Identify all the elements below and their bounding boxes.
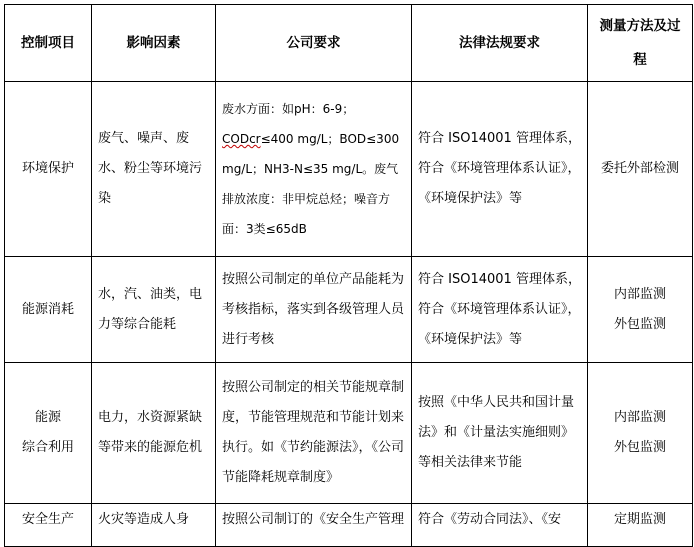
cell-company-requirements: 按照公司制定的相关节能规章制度，节能管理规范和节能计划来执行。如《节约能源法》，《公司节能降耗规章制度》	[216, 363, 412, 504]
cell-measurement: 内部监测 外包监测	[588, 363, 693, 504]
cell-legal-requirements: 符合《劳动合同法》、《安	[412, 504, 588, 547]
cell-legal-requirements: 按照《中华人民共和国计量法》和《计量法实施细则》等相关法律来节能	[412, 363, 588, 504]
table-row	[5, 82, 693, 257]
cell-measurement: 内部监测 外包监测	[588, 257, 693, 363]
table-row	[5, 504, 693, 547]
cell-factors: 电力，水资源紧缺等带来的能源危机	[92, 363, 216, 504]
company-text-pre: 废水方面：如pH：6-9；	[222, 102, 355, 116]
cell-item: 能源消耗	[5, 257, 92, 363]
cell-measurement: 委托外部检测	[588, 82, 693, 257]
company-text-post: ≤400 mg/L；BOD≤300 mg/L；NH3-N≤35 mg/L。废气排放浓度：非甲烷总烃；噪音方面：3类≤65dB	[222, 132, 400, 236]
header-factors: 影响因素	[92, 5, 216, 82]
cell-factors: 废气、噪声、废水、粉尘等环境污染	[92, 82, 216, 257]
cell-item: 能源 综合利用	[5, 363, 92, 504]
cell-item: 环境保护	[5, 82, 92, 257]
cell-item: 安全生产	[5, 504, 92, 547]
cell-factors: 水，汽、油类，电力等综合能耗	[92, 257, 216, 363]
header-company-requirements: 公司要求	[216, 5, 412, 82]
cell-company-requirements	[216, 82, 412, 257]
header-measurement-method: 测量方法及过程	[588, 5, 693, 82]
header-control-item: 控制项目	[5, 5, 92, 82]
header-legal-requirements: 法律法规要求	[412, 5, 588, 82]
cell-company-requirements: 按照公司制订的《安全生产管理	[216, 504, 412, 547]
table-row	[5, 363, 693, 504]
cell-measurement: 定期监测	[588, 504, 693, 547]
control-items-table	[4, 4, 693, 547]
cell-legal-requirements: 符合 ISO14001 管理体系，符合《环境管理体系认证》，《环境保护法》等	[412, 82, 588, 257]
table-row	[5, 257, 693, 363]
spellcheck-marked-text: CODcr	[222, 132, 261, 146]
cell-factors: 火灾等造成人身	[92, 504, 216, 547]
cell-company-requirements: 按照公司制定的单位产品能耗为考核指标，落实到各级管理人员进行考核	[216, 257, 412, 363]
table-header-row	[5, 5, 693, 82]
cell-legal-requirements: 符合 ISO14001 管理体系，符合《环境管理体系认证》，《环境保护法》等	[412, 257, 588, 363]
